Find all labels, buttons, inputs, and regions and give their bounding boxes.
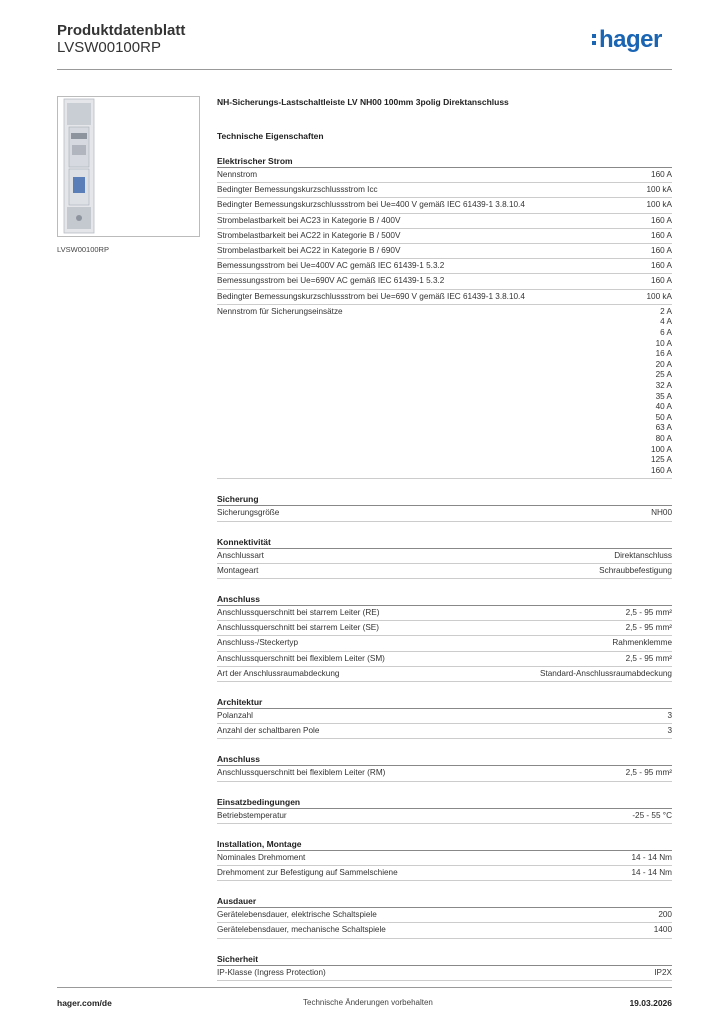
spec-row bbox=[217, 652, 672, 667]
footer-date: 19.03.2026 bbox=[629, 998, 672, 1008]
spec-label: Anschlussquerschnitt bei flexiblem Leiter (SM) bbox=[217, 653, 385, 663]
spec-section bbox=[217, 696, 672, 739]
fuse-switch-icon bbox=[58, 97, 199, 236]
spec-label: Anschlussquerschnitt bei starrem Leiter (SE) bbox=[217, 623, 379, 633]
spec-row bbox=[217, 274, 672, 289]
spec-label: IP-Klasse (Ingress Protection) bbox=[217, 967, 326, 977]
spec-value: 3 bbox=[667, 710, 672, 720]
spec-value: 10 A bbox=[655, 338, 672, 348]
section-title: Konnektivität bbox=[217, 536, 672, 549]
footer-divider bbox=[57, 987, 672, 988]
spec-label: Anschluss-/Steckertyp bbox=[217, 638, 298, 648]
spec-section bbox=[217, 953, 672, 981]
spec-section bbox=[217, 753, 672, 781]
spec-value: 100 kA bbox=[646, 200, 672, 210]
spec-value: 40 A bbox=[655, 402, 672, 412]
section-title: Elektrischer Strom bbox=[217, 155, 672, 168]
spec-row bbox=[217, 667, 672, 682]
product-code: LVSW00100RP bbox=[57, 39, 161, 56]
spec-row bbox=[217, 229, 672, 244]
spec-value: 160 A bbox=[651, 276, 672, 286]
spec-value: 20 A bbox=[655, 359, 672, 369]
section-title: Installation, Montage bbox=[217, 838, 672, 851]
product-image bbox=[57, 96, 200, 237]
hager-logo bbox=[592, 26, 662, 54]
spec-value: 160 A bbox=[651, 465, 672, 475]
spec-label: Betriebstemperatur bbox=[217, 810, 287, 820]
spec-value: 14 - 14 Nm bbox=[631, 867, 672, 877]
spec-row bbox=[217, 908, 672, 923]
spec-label: Bemessungsstrom bei Ue=400V AC gemäß IEC 61439-1 5.3.2 bbox=[217, 261, 445, 271]
spec-value: 100 kA bbox=[646, 185, 672, 195]
spec-label: Anschlussquerschnitt bei starrem Leiter (RE) bbox=[217, 607, 380, 617]
spec-value: NH00 bbox=[651, 508, 672, 518]
spec-label: Sicherungsgröße bbox=[217, 508, 280, 518]
spec-row bbox=[217, 809, 672, 824]
spec-row bbox=[217, 851, 672, 866]
spec-section bbox=[217, 536, 672, 579]
product-title: NH-Sicherungs-Lastschaltleiste LV NH00 100mm 3polig Direktanschluss bbox=[217, 97, 509, 107]
spec-value: 6 A bbox=[660, 328, 672, 338]
spec-value: 2,5 - 95 mm² bbox=[625, 607, 672, 617]
spec-label: Bedingter Bemessungskurzschlussstrom Icc bbox=[217, 185, 378, 195]
spec-value: 2,5 - 95 mm² bbox=[625, 768, 672, 778]
spec-label: Drehmoment zur Befestigung auf Sammelschiene bbox=[217, 867, 398, 877]
spec-value: 2,5 - 95 mm² bbox=[625, 623, 672, 633]
spec-value: 160 A bbox=[651, 246, 672, 256]
spec-row bbox=[217, 724, 672, 739]
spec-row bbox=[217, 549, 672, 564]
spec-value-list bbox=[651, 307, 672, 477]
spec-row bbox=[217, 636, 672, 651]
spec-row bbox=[217, 290, 672, 305]
spec-value: 63 A bbox=[655, 423, 672, 433]
spec-label: Nennstrom für Sicherungseinsätze bbox=[217, 306, 343, 316]
spec-section bbox=[217, 155, 672, 479]
spec-section bbox=[217, 895, 672, 938]
section-title: Anschluss bbox=[217, 593, 672, 606]
spec-value: 200 bbox=[658, 910, 672, 920]
spec-row bbox=[217, 709, 672, 724]
spec-value: 160 A bbox=[651, 230, 672, 240]
spec-label: Nominales Drehmoment bbox=[217, 852, 306, 862]
page-title: Produktdatenblatt bbox=[57, 22, 186, 39]
spec-sections bbox=[217, 155, 672, 981]
spec-label: Anschlussart bbox=[217, 550, 264, 560]
spec-row bbox=[217, 198, 672, 213]
logo-dots-icon bbox=[592, 34, 597, 45]
footer-website-link[interactable]: hager.com/de bbox=[57, 998, 112, 1008]
spec-value: 2,5 - 95 mm² bbox=[625, 653, 672, 663]
spec-row bbox=[217, 564, 672, 579]
spec-value: 100 kA bbox=[646, 291, 672, 301]
spec-section bbox=[217, 796, 672, 824]
spec-value: IP2X bbox=[654, 967, 672, 977]
spec-label: Polanzahl bbox=[217, 710, 253, 720]
section-title: Sicherung bbox=[217, 493, 672, 506]
spec-value: 2 A bbox=[660, 306, 672, 316]
spec-row bbox=[217, 214, 672, 229]
spec-label: Bedingter Bemessungskurzschlussstrom bei Ue=400 V gemäß IEC 61439-1 3.8.10.4 bbox=[217, 200, 525, 210]
spec-value: 32 A bbox=[655, 380, 672, 390]
spec-label: Strombelastbarkeit bei AC23 in Kategorie B / 400V bbox=[217, 215, 401, 225]
spec-label: Bedingter Bemessungskurzschlussstrom bei Ue=690 V gemäß IEC 61439-1 3.8.10.4 bbox=[217, 291, 525, 301]
spec-value: 14 - 14 Nm bbox=[631, 852, 672, 862]
spec-row bbox=[217, 168, 672, 183]
spec-row bbox=[217, 183, 672, 198]
spec-label: Art der Anschlussraumabdeckung bbox=[217, 668, 340, 678]
spec-row bbox=[217, 866, 672, 881]
spec-section bbox=[217, 493, 672, 521]
spec-label: Bemessungsstrom bei Ue=690V AC gemäß IEC 61439-1 5.3.2 bbox=[217, 276, 445, 286]
spec-value: 35 A bbox=[655, 391, 672, 401]
spec-label: Gerätelebensdauer, mechanische Schaltspiele bbox=[217, 925, 386, 935]
spec-row bbox=[217, 923, 672, 938]
spec-content bbox=[217, 96, 672, 981]
spec-row bbox=[217, 244, 672, 259]
spec-value: Direktanschluss bbox=[614, 550, 672, 560]
spec-value: Standard-Anschlussraumabdeckung bbox=[540, 668, 672, 678]
spec-value: 125 A bbox=[651, 455, 672, 465]
spec-section bbox=[217, 838, 672, 881]
spec-value: 100 A bbox=[651, 444, 672, 454]
logo-text: hager bbox=[599, 26, 662, 53]
section-title: Einsatzbedingungen bbox=[217, 796, 672, 809]
spec-value: 160 A bbox=[651, 261, 672, 271]
spec-label: Strombelastbarkeit bei AC22 in Kategorie B / 500V bbox=[217, 230, 401, 240]
spec-label: Anzahl der schaltbaren Pole bbox=[217, 726, 320, 736]
spec-value: 4 A bbox=[660, 317, 672, 327]
spec-value: 80 A bbox=[655, 433, 672, 443]
tech-properties-title: Technische Eigenschaften bbox=[217, 131, 324, 141]
spec-label: Nennstrom bbox=[217, 170, 258, 179]
section-title: Architektur bbox=[217, 696, 672, 709]
spec-value: 1400 bbox=[653, 925, 672, 935]
spec-value: -25 - 55 °C bbox=[632, 810, 672, 820]
spec-row bbox=[217, 506, 672, 521]
section-title: Ausdauer bbox=[217, 895, 672, 908]
spec-row-multi bbox=[217, 305, 672, 480]
spec-value: 160 A bbox=[651, 215, 672, 225]
spec-label: Anschlussquerschnitt bei flexiblem Leiter (RM) bbox=[217, 768, 386, 778]
section-title: Sicherheit bbox=[217, 953, 672, 966]
section-title: Anschluss bbox=[217, 753, 672, 766]
image-caption: LVSW00100RP bbox=[57, 245, 109, 254]
spec-row bbox=[217, 606, 672, 621]
footer-disclaimer: Technische Änderungen vorbehalten bbox=[303, 998, 433, 1007]
spec-label: Strombelastbarkeit bei AC22 in Kategorie B / 690V bbox=[217, 246, 401, 256]
spec-row bbox=[217, 621, 672, 636]
spec-value: Schraubbefestigung bbox=[599, 565, 672, 575]
spec-row bbox=[217, 966, 672, 981]
spec-section bbox=[217, 593, 672, 682]
spec-row bbox=[217, 259, 672, 274]
spec-label: Gerätelebensdauer, elektrische Schaltspiele bbox=[217, 910, 377, 920]
spec-value: 3 bbox=[667, 726, 672, 736]
spec-value: Rahmenklemme bbox=[612, 638, 672, 648]
spec-value: 50 A bbox=[655, 412, 672, 422]
spec-value: 25 A bbox=[655, 370, 672, 380]
spec-label: Montageart bbox=[217, 565, 259, 575]
header-divider bbox=[57, 69, 672, 70]
spec-value: 160 A bbox=[651, 170, 672, 179]
spec-row bbox=[217, 766, 672, 781]
spec-value: 16 A bbox=[655, 349, 672, 359]
